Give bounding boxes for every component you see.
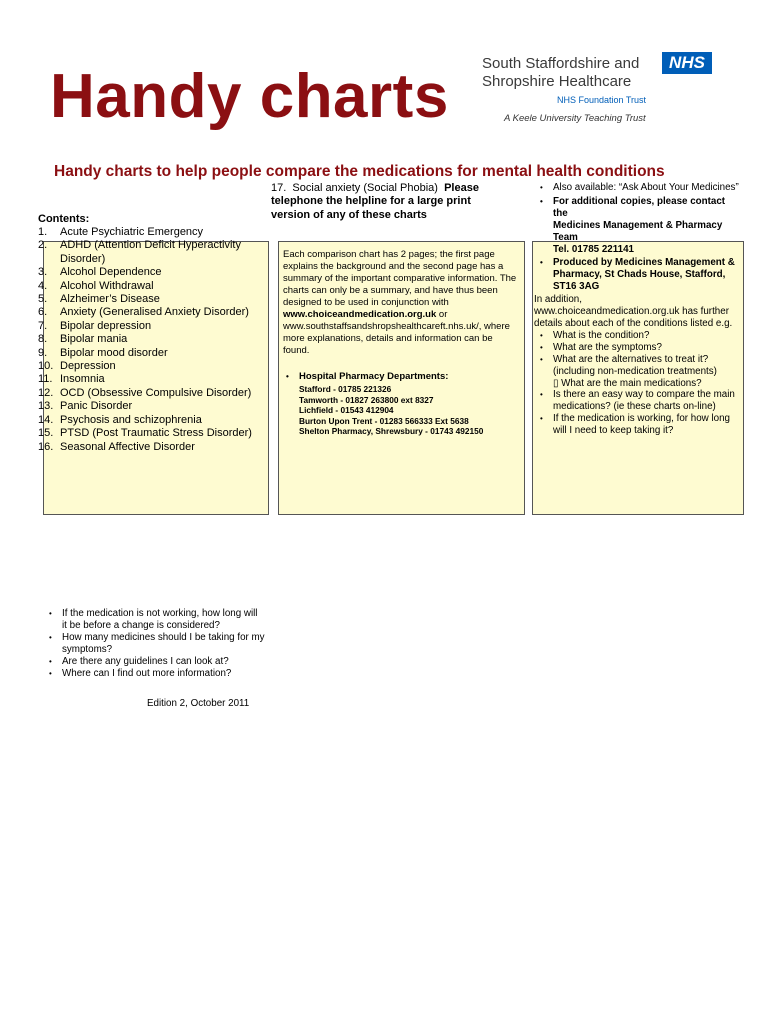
list-item: 1. Acute Psychiatric Emergency (38, 226, 204, 238)
question-item: • What are the symptoms? (536, 342, 741, 354)
list-item: 15. PTSD (Post Traumatic Stress Disorder) (38, 427, 252, 440)
item-17-label: Social anxiety (Social Phobia) (292, 182, 438, 194)
org-name (482, 55, 639, 91)
contact-list (283, 384, 519, 437)
item-17-num: 17. (271, 182, 287, 194)
list-item: 4. Alcohol Withdrawal (38, 279, 154, 292)
also-available: • Also available: “Ask About Your Medicines” (536, 182, 741, 194)
list-item: 11. Insomnia (38, 373, 105, 386)
question-item: • If the medication is working, for how long will I need to keep taking it? (536, 413, 741, 437)
choice-link[interactable]: www.choiceandmedication.org.uk (283, 309, 437, 320)
list-item: 10. Depression (38, 360, 116, 373)
list-item: 13. Panic Disorder (38, 400, 133, 413)
question-item: • What is the condition? (536, 330, 741, 342)
contact-item: Shelton Pharmacy, Shrewsbury - 01743 492150 (299, 426, 484, 436)
edition-label: Edition 2, October 2011 (147, 698, 250, 709)
keele-label: A Keele University Teaching Trust (504, 113, 646, 124)
list-item: 3. Alcohol Dependence (38, 266, 162, 279)
contents-list (38, 226, 258, 454)
trust-label: NHS Foundation Trust (557, 95, 647, 105)
in-addition: In addition, (534, 294, 582, 306)
contact-item: Burton Upon Trent - 01283 566333 Ext 5638 (299, 415, 469, 426)
details-para: www.choiceandmedication.org.uk has further details about each of the conditions listed e.g. (534, 306, 733, 329)
org-name-line1: South Staffordshire and (482, 55, 640, 72)
produced-by: • Produced by Medicines Management & Pharmacy, St Chads House, Stafford, ST16 3AG (536, 257, 741, 293)
trust-link[interactable]: www.southstaffsandshropshealthcareft.nhs.uk/, (283, 321, 482, 332)
list-item: 9. Bipolar mood disorder (38, 346, 168, 359)
question-item: • What are the alternatives to treat it? (including non-medication treatments) (536, 354, 741, 378)
list-item: 6. Anxiety (Generalised Anxiety Disorder) (38, 306, 249, 319)
helpline-note: Please telephone the helpline for a large print version of any of these charts (271, 182, 479, 221)
nhs-logo: NHS (662, 52, 712, 74)
question-item: • Where can I find out more information? (45, 668, 265, 680)
after-text: where more explanations, details and information can be found. (283, 321, 510, 356)
page-title: Handy charts (50, 62, 449, 131)
question-item: • Is there an easy way to compare the main medications? (ie these charts on-line) (536, 389, 741, 413)
question-item: • How many medicines should I be taking for my symptoms? (45, 632, 265, 656)
subtitle: Handy charts to help people compare the medications for mental health conditions (54, 163, 665, 180)
lower-questions (45, 608, 265, 679)
or-text: or (438, 309, 448, 320)
contact-item: Lichfield - 01543 412904 (299, 405, 394, 415)
hospital-heading: • Hospital Pharmacy Departments: (286, 371, 449, 382)
list-item: 12. OCD (Obsessive Compulsive Disorder) (38, 386, 252, 399)
info-text (283, 249, 519, 437)
list-item: 14. Psychosis and schizophrenia (38, 413, 202, 426)
right-column (536, 182, 741, 437)
list-item: 8. Bipolar mania (38, 333, 128, 346)
question-item: • If the medication is not working, how long will it be before a change is considered? (45, 608, 265, 632)
list-item: 7. Bipolar depression (38, 319, 152, 332)
list-item: 5. Alzheimer’s Disease (38, 293, 160, 306)
intro-text: Each comparison chart has 2 pages; the first page explains the background and the second page has a summary of the important comparative information. The charts can only be a summary, and have thus been designed to be used in conjunction with (283, 249, 517, 308)
main-meds-question: ▯ What are the main medications? (553, 377, 702, 389)
contact-item: Tamworth - 01827 263800 ext 8327 (299, 394, 434, 405)
item-17 (271, 182, 496, 222)
question-item: • Are there any guidelines I can look at? (45, 656, 265, 668)
contents-heading: Contents: (38, 213, 90, 225)
list-item: 16. Seasonal Affective Disorder (38, 440, 195, 453)
team-tel: Tel. 01785 221141 (553, 243, 634, 255)
list-item: 2. ADHD (Attention Deficit Hyperactivity Disorder) (38, 239, 241, 265)
additional-copies: • For additional copies, please contact the Medicines Management & Pharmacy Team Tel. 01785 221141 (536, 196, 741, 256)
contact-item: Stafford - 01785 221326 (299, 384, 392, 394)
org-name-line2: Shropshire Healthcare (482, 73, 632, 90)
team-name: Medicines Management & Pharmacy Team (553, 219, 723, 243)
